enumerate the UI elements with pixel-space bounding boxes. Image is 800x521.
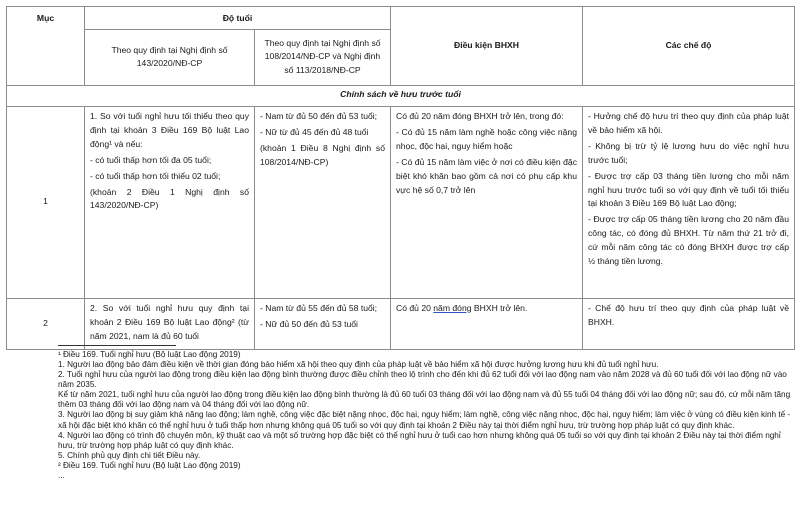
row2-benefits: - Chế độ hưu trí theo quy định của pháp luật về BHXH. <box>583 298 795 349</box>
footnote-line: 2. Tuổi nghỉ hưu của người lao động trong điều kiện lao động bình thường được điều chỉnh theo lộ trình cho đến khi đủ 62 tuổi đối với lao động nam vào năm 2028 và đủ 60 tuổi đối với lao động nữ vào năm 2035. <box>58 370 787 390</box>
footnote-line: 4. Người lao động có trình độ chuyên môn, kỹ thuật cao và một số trường hợp đặc biệt có thể nghỉ hưu ở tuổi cao hơn nhưng không quá 05 tuổi so với quy định tại khoản 2 Điều này tại thời điểm nghỉ hưu, trừ trường hợp pháp luật có quy định khác. <box>58 430 781 450</box>
footnotes <box>58 345 796 481</box>
footnote-line: 3. Người lao động bị suy giảm khả năng lao động; làm nghề, công việc đặc biệt nặng nhọc, độc hại, nguy hiểm; làm nghề, công việc nặng nhọc, độc hại, nguy hiểm; làm việc ở vùng có điều kiện kinh tế - xã hội đặc biệt khó khăn có thể nghỉ hưu ở tuổi thấp hơn nhưng không quá 05 tuổi so với quy định tại khoản 2 Điều này tại thời điểm nghỉ hưu, trừ trường hợp pháp luật có quy định khác. <box>58 410 791 430</box>
subheader-nd143: Theo quy định tại Nghị định số 143/2020/NĐ-CP <box>85 29 255 85</box>
header-dieu-kien: Điều kiện BHXH <box>391 7 583 86</box>
row2-bhxh-condition: Có đủ 20 năm đóng BHXH trở lên. <box>391 298 583 349</box>
footnote-line: ² Điều 169. Tuổi nghỉ hưu (Bộ luật Lao động 2019) <box>58 460 241 470</box>
subheader-nd108: Theo quy định tại Nghị định số 108/2014/NĐ-CP và Nghị định số 113/2018/NĐ-CP <box>255 29 391 85</box>
header-muc: Mục <box>7 7 85 86</box>
footnote-line: Kể từ năm 2021, tuổi nghỉ hưu của người lao động trong điều kiện lao động bình thường là đủ 60 tuổi 03 tháng đối với lao động nam và đủ 55 tuổi 04 tháng đối với lao động nữ; sau đó, cứ mỗi năm tăng thêm 03 tháng đối với lao động nam và 04 tháng đối với lao động nữ. <box>58 390 791 410</box>
section-title: Chính sách về hưu trước tuổi <box>7 85 795 106</box>
row1-age-nd143: 1. So với tuổi nghỉ hưu tối thiểu theo quy định tại khoản 3 Điều 169 Bộ luật Lao động¹ và nếu: - có tuổi thấp hơn tối đa 05 tuổi; - có tuổi thấp hơn tối thiểu 02 tuổi; (khoản 2 Điều 1 Nghị định số 143/2020/NĐ-CP) <box>85 106 255 298</box>
row-index: 1 <box>7 106 85 298</box>
row2-age-nd108: - Nam từ đủ 55 đến đủ 58 tuổi; - Nữ đủ 50 đến đủ 53 tuổi <box>255 298 391 349</box>
footnote-line: ¹ Điều 169. Tuổi nghỉ hưu (Bộ luật Lao động 2019) <box>58 350 241 359</box>
row1-benefits: - Hưởng chế độ hưu trí theo quy định của pháp luật về bảo hiểm xã hội. - Không bị trừ tỷ lệ lương hưu do việc nghỉ hưu trước tuổi; - Được trợ cấp 03 tháng tiền lương cho mỗi năm nghỉ hưu trước tuổi so với quy định về tuổi tối thiểu tại khoản 3 Điều 169 Bộ luật Lao động; - Được trợ cấp 05 tháng tiền lương cho 20 năm đầu công tác, có đóng đủ BHXH. Từ năm thứ 21 trở đi, cứ mỗi năm công tác có đóng BHXH được trợ cấp ½ tháng tiền lương. <box>583 106 795 298</box>
header-che-do: Các chế độ <box>583 7 795 86</box>
row1-bhxh-condition: Có đủ 20 năm đóng BHXH trở lên, trong đó: - Có đủ 15 năm làm nghề hoặc công việc nặng nhọc, độc hại, nguy hiểm hoặc - Có đủ 15 năm làm việc ở nơi có điều kiện đặc biệt khó khăn bao gồm cả nơi có phụ cấp khu vực hệ số 0,7 trở lên <box>391 106 583 298</box>
table-row <box>7 106 795 298</box>
footnote-line: 1. Người lao động bảo đảm điều kiện về thời gian đóng bảo hiểm xã hội theo quy định của pháp luật về bảo hiểm xã hội được hưởng lương hưu khi đủ tuổi nghỉ hưu. <box>58 360 659 370</box>
row-index: 2 <box>7 298 85 349</box>
header-do-tuoi: Độ tuổi <box>85 7 391 30</box>
retirement-policy-table <box>6 6 795 350</box>
row1-age-nd108: - Nam từ đủ 50 đến đủ 53 tuổi; - Nữ từ đủ 45 đến đủ 48 tuổi (khoản 1 Điều 8 Nghị định số 108/2014/NĐ-CP) <box>255 106 391 298</box>
footnote-divider <box>58 345 176 346</box>
underlined-text: năm đóng <box>433 302 472 313</box>
footnote-line: ... <box>58 470 65 480</box>
footnote-line: 5. Chính phủ quy định chi tiết Điều này. <box>58 450 201 460</box>
table-row <box>7 298 795 349</box>
row2-age-nd143: 2. So với tuổi nghỉ hưu quy định tại khoản 2 Điều 169 Bộ luật Lao động² (từ năm 2021, nam là đủ 60 tuổi <box>85 298 255 349</box>
